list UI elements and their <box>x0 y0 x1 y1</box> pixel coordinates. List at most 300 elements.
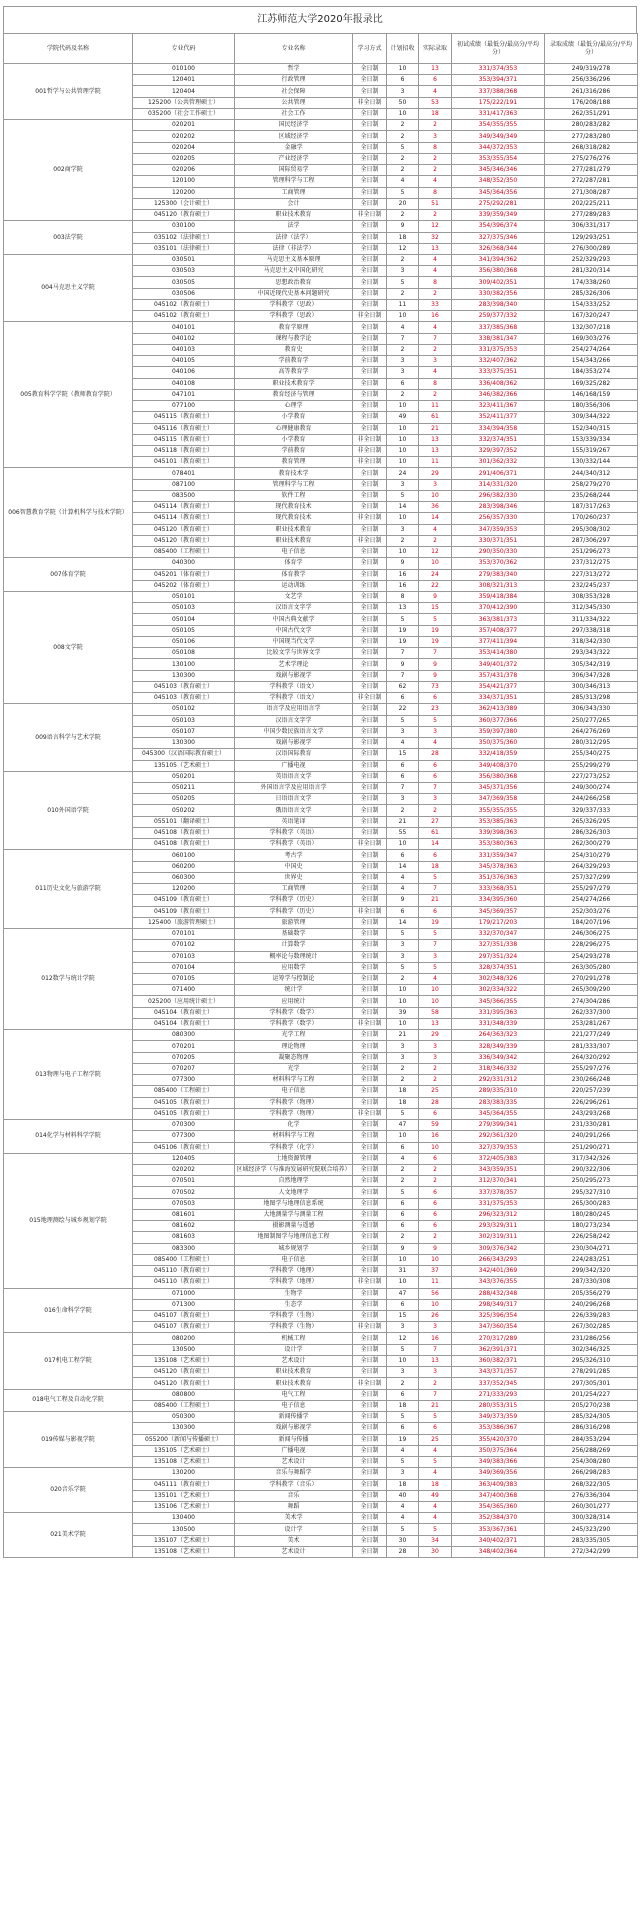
major-name: 旅游管理 <box>235 917 353 928</box>
prelim-score: 353/394/371 <box>452 75 545 86</box>
admission-score: 250/295/273 <box>545 1176 638 1187</box>
admitted-count: 25 <box>419 1086 452 1097</box>
major-code: 070103 <box>133 951 235 962</box>
major-code: 045300（汉语国际教育硕士） <box>133 749 235 760</box>
prelim-score: 345/369/357 <box>452 906 545 917</box>
study-mode: 全日制 <box>353 1479 387 1490</box>
planned-count: 3 <box>387 356 419 367</box>
planned-count: 3 <box>387 367 419 378</box>
admitted-count: 4 <box>419 367 452 378</box>
study-mode: 全日制 <box>353 771 387 782</box>
planned-count: 10 <box>387 985 419 996</box>
study-mode: 全日制 <box>353 1086 387 1097</box>
admitted-count: 18 <box>419 108 452 119</box>
major-name: 计算数学 <box>235 940 353 951</box>
planned-count: 3 <box>387 524 419 535</box>
planned-count: 5 <box>387 490 419 501</box>
major-code: 130100 <box>133 659 235 670</box>
planned-count: 2 <box>387 344 419 355</box>
planned-count: 14 <box>387 502 419 513</box>
admission-score: 230/266/248 <box>545 1075 638 1086</box>
admission-score: 231/330/281 <box>545 1120 638 1131</box>
major-code: 045110（教育硕士） <box>133 1266 235 1277</box>
major-name: 教育技术学 <box>235 468 353 479</box>
planned-count: 10 <box>387 996 419 1007</box>
study-mode: 全日制 <box>353 254 387 265</box>
admission-score: 293/343/322 <box>545 648 638 659</box>
prelim-score: 356/380/368 <box>452 771 545 782</box>
planned-count: 4 <box>387 1502 419 1513</box>
prelim-score: 349/373/359 <box>452 1412 545 1423</box>
planned-count: 9 <box>387 558 419 569</box>
admission-score: 167/320/247 <box>545 311 638 322</box>
planned-count: 5 <box>387 142 419 153</box>
prelim-score: 328/349/339 <box>452 1041 545 1052</box>
table-row <box>4 850 638 861</box>
planned-count: 5 <box>387 1457 419 1468</box>
planned-count: 47 <box>387 1288 419 1299</box>
planned-count: 10 <box>387 434 419 445</box>
major-code: 035102（法律硕士） <box>133 232 235 243</box>
prelim-score: 363/409/383 <box>452 1479 545 1490</box>
major-code: 120404 <box>133 86 235 97</box>
admission-score: 265/300/283 <box>545 1198 638 1209</box>
admission-score: 329/337/333 <box>545 805 638 816</box>
prelim-score: 302/348/326 <box>452 973 545 984</box>
college-name: 017机电工程学院 <box>4 1333 133 1389</box>
admission-score: 300/328/314 <box>545 1513 638 1524</box>
admission-score: 227/273/252 <box>545 771 638 782</box>
table-row <box>4 1288 638 1299</box>
major-name: 会计 <box>235 198 353 209</box>
prelim-score: 377/411/394 <box>452 636 545 647</box>
major-name: 学前教育学 <box>235 356 353 367</box>
major-code: 045120（教育硕士） <box>133 1367 235 1378</box>
admitted-count: 7 <box>419 783 452 794</box>
major-code: 087100 <box>133 479 235 490</box>
admission-score: 154/343/266 <box>545 356 638 367</box>
major-name: 生态学 <box>235 1299 353 1310</box>
planned-count: 13 <box>387 603 419 614</box>
major-code: 070104 <box>133 962 235 973</box>
prelim-score: 349/408/370 <box>452 760 545 771</box>
planned-count: 5 <box>387 277 419 288</box>
major-name: 电子信息 <box>235 1400 353 1411</box>
admission-score: 276/336/304 <box>545 1490 638 1501</box>
planned-count: 10 <box>387 1131 419 1142</box>
major-code: 045109（教育硕士） <box>133 906 235 917</box>
table-row <box>4 771 638 782</box>
college-name: 006智慧教育学院（计算机科学与技术学院） <box>4 468 133 558</box>
admitted-count: 3 <box>419 479 452 490</box>
major-code: 010100 <box>133 64 235 75</box>
major-name: 哲学 <box>235 64 353 75</box>
study-mode: 全日制 <box>353 996 387 1007</box>
planned-count: 4 <box>387 1513 419 1524</box>
study-mode: 全日制 <box>353 850 387 861</box>
major-name: 心理健康教育 <box>235 423 353 434</box>
admitted-count: 2 <box>419 153 452 164</box>
prelim-score: 328/374/351 <box>452 962 545 973</box>
admission-score: 278/291/285 <box>545 1367 638 1378</box>
planned-count: 7 <box>387 783 419 794</box>
planned-count: 15 <box>387 749 419 760</box>
admission-score: 253/281/267 <box>545 1018 638 1029</box>
major-name: 心理学 <box>235 401 353 412</box>
major-name: 学科教学（历史） <box>235 895 353 906</box>
major-code: 045105（教育硕士） <box>133 1097 235 1108</box>
admitted-count: 9 <box>419 659 452 670</box>
study-mode: 全日制 <box>353 917 387 928</box>
header-prelim-score: 初试成绩（最低分/最高分/平均分） <box>452 34 545 64</box>
prelim-score: 339/398/363 <box>452 827 545 838</box>
prelim-score: 331/374/353 <box>452 64 545 75</box>
admission-score: 184/207/196 <box>545 917 638 928</box>
major-name: 统计学 <box>235 985 353 996</box>
prelim-score: 338/381/347 <box>452 333 545 344</box>
prelim-score: 342/401/369 <box>452 1266 545 1277</box>
prelim-score: 334/394/358 <box>452 423 545 434</box>
study-mode: 全日制 <box>353 929 387 940</box>
prelim-score: 349/401/372 <box>452 659 545 670</box>
admitted-count: 3 <box>419 356 452 367</box>
college-name: 012数学与统计学院 <box>4 929 133 1030</box>
admission-score: 237/312/275 <box>545 558 638 569</box>
planned-count: 20 <box>387 198 419 209</box>
admission-score: 308/353/328 <box>545 592 638 603</box>
major-name: 中国古代文学 <box>235 625 353 636</box>
admission-score: 251/296/273 <box>545 547 638 558</box>
major-name: 城乡规划学 <box>235 1243 353 1254</box>
study-mode: 全日制 <box>353 558 387 569</box>
admission-score: 249/300/274 <box>545 783 638 794</box>
college-name: 021美术学院 <box>4 1513 133 1558</box>
major-code: 030505 <box>133 277 235 288</box>
major-code: 070501 <box>133 1176 235 1187</box>
major-name: 学科教学（历史） <box>235 906 353 917</box>
major-name: 学科教学（生物） <box>235 1322 353 1333</box>
admission-score: 232/245/237 <box>545 580 638 591</box>
planned-count: 3 <box>387 1041 419 1052</box>
major-name: 学科教学（语文） <box>235 693 353 704</box>
prelim-score: 280/353/315 <box>452 1400 545 1411</box>
college-name: 019传媒与影视学院 <box>4 1412 133 1468</box>
college-name: 018电气工程及自动化学院 <box>4 1389 133 1411</box>
admitted-count: 11 <box>419 1277 452 1288</box>
major-code: 030100 <box>133 221 235 232</box>
planned-count: 2 <box>387 210 419 221</box>
planned-count: 2 <box>387 120 419 131</box>
planned-count: 5 <box>387 614 419 625</box>
admitted-count: 8 <box>419 142 452 153</box>
major-code: 060100 <box>133 850 235 861</box>
major-name: 新闻与传播 <box>235 1434 353 1445</box>
study-mode: 全日制 <box>353 1063 387 1074</box>
planned-count: 4 <box>387 884 419 895</box>
prelim-score: 301/362/332 <box>452 457 545 468</box>
major-name: 高等教育学 <box>235 367 353 378</box>
admission-score: 262/337/300 <box>545 1007 638 1018</box>
planned-count: 10 <box>387 1277 419 1288</box>
admitted-count: 3 <box>419 1367 452 1378</box>
admitted-count: 3 <box>419 131 452 142</box>
major-code: 045107（教育硕士） <box>133 1311 235 1322</box>
study-mode: 全日制 <box>353 277 387 288</box>
college-name: 020音乐学院 <box>4 1468 133 1513</box>
admission-score: 295/308/302 <box>545 524 638 535</box>
admission-score: 202/225/211 <box>545 198 638 209</box>
admitted-count: 21 <box>419 423 452 434</box>
major-code: 135101（艺术硕士） <box>133 1490 235 1501</box>
table-row <box>4 254 638 265</box>
major-code: 045120（教育硕士） <box>133 1378 235 1389</box>
study-mode: 全日制 <box>353 401 387 412</box>
admission-score: 132/307/218 <box>545 322 638 333</box>
major-name: 现代教育技术 <box>235 513 353 524</box>
planned-count: 6 <box>387 1198 419 1209</box>
planned-count: 3 <box>387 794 419 805</box>
major-code: 070102 <box>133 940 235 951</box>
admitted-count: 12 <box>419 221 452 232</box>
study-mode: 非全日制 <box>353 445 387 456</box>
admission-score: 174/338/260 <box>545 277 638 288</box>
admission-score: 224/283/251 <box>545 1254 638 1265</box>
table-row <box>4 1468 638 1479</box>
major-name: 职业技术教育 <box>235 210 353 221</box>
prelim-score: 359/397/380 <box>452 726 545 737</box>
admission-score: 267/302/285 <box>545 1322 638 1333</box>
admission-score: 277/281/279 <box>545 165 638 176</box>
admission-score: 152/340/315 <box>545 423 638 434</box>
study-mode: 全日制 <box>353 1535 387 1546</box>
prelim-score: 288/432/348 <box>452 1288 545 1299</box>
major-name: 新闻传播学 <box>235 1412 353 1423</box>
admitted-count: 49 <box>419 1490 452 1501</box>
major-name: 文艺学 <box>235 592 353 603</box>
planned-count: 10 <box>387 839 419 850</box>
admitted-count: 5 <box>419 1524 452 1535</box>
major-name: 运筹学与控制论 <box>235 973 353 984</box>
prelim-score: 354/421/377 <box>452 681 545 692</box>
study-mode: 非全日制 <box>353 513 387 524</box>
planned-count: 24 <box>387 468 419 479</box>
planned-count: 3 <box>387 940 419 951</box>
major-code: 020206 <box>133 165 235 176</box>
admission-score: 264/329/293 <box>545 861 638 872</box>
planned-count: 55 <box>387 827 419 838</box>
admitted-count: 29 <box>419 1030 452 1041</box>
study-mode: 全日制 <box>353 1513 387 1524</box>
prelim-score: 298/349/317 <box>452 1299 545 1310</box>
admission-score: 230/304/271 <box>545 1243 638 1254</box>
major-code: 130400 <box>133 1513 235 1524</box>
major-code: 120100 <box>133 176 235 187</box>
study-mode: 全日制 <box>353 165 387 176</box>
major-name: 地图学与地理信息系统 <box>235 1198 353 1209</box>
planned-count: 6 <box>387 1209 419 1220</box>
admitted-count: 6 <box>419 1153 452 1164</box>
planned-count: 18 <box>387 1400 419 1411</box>
admitted-count: 6 <box>419 760 452 771</box>
major-name: 教育经济与管理 <box>235 389 353 400</box>
admitted-count: 73 <box>419 681 452 692</box>
study-mode: 全日制 <box>353 636 387 647</box>
admission-score: 261/316/286 <box>545 86 638 97</box>
admission-score: 287/306/297 <box>545 535 638 546</box>
major-name: 学科教学（地理） <box>235 1266 353 1277</box>
study-mode: 全日制 <box>353 951 387 962</box>
admission-score: 153/339/334 <box>545 434 638 445</box>
major-name: 中国现当代文学 <box>235 636 353 647</box>
major-code: 130500 <box>133 1524 235 1535</box>
prelim-score: 318/346/332 <box>452 1063 545 1074</box>
admission-score: 130/332/144 <box>545 457 638 468</box>
admission-score: 295/326/310 <box>545 1355 638 1366</box>
admitted-count: 13 <box>419 434 452 445</box>
admitted-count: 5 <box>419 715 452 726</box>
study-mode: 全日制 <box>353 1221 387 1232</box>
major-name: 大地测量学与测量工程 <box>235 1209 353 1220</box>
college-name: 015地理测绘与城乡规划学院 <box>4 1153 133 1288</box>
prelim-score: 323/411/367 <box>452 401 545 412</box>
planned-count: 3 <box>387 1367 419 1378</box>
planned-count: 2 <box>387 1075 419 1086</box>
prelim-score: 293/329/311 <box>452 1221 545 1232</box>
admission-score: 257/327/299 <box>545 872 638 883</box>
admission-score: 245/323/290 <box>545 1524 638 1535</box>
major-name: 法律（非法学） <box>235 243 353 254</box>
study-mode: 非全日制 <box>353 1018 387 1029</box>
college-name: 016生命科学学院 <box>4 1288 133 1333</box>
admission-score: 256/336/296 <box>545 75 638 86</box>
admission-score: 262/351/291 <box>545 108 638 119</box>
major-code: 020202 <box>133 131 235 142</box>
college-name: 009语言科学与艺术学院 <box>4 704 133 771</box>
study-mode: 全日制 <box>353 198 387 209</box>
admission-score: 254/274/266 <box>545 895 638 906</box>
prelim-score: 334/371/351 <box>452 693 545 704</box>
major-name: 小学教育 <box>235 412 353 423</box>
admitted-count: 36 <box>419 502 452 513</box>
admitted-count: 22 <box>419 580 452 591</box>
planned-count: 6 <box>387 760 419 771</box>
planned-count: 4 <box>387 322 419 333</box>
prelim-score: 346/382/366 <box>452 389 545 400</box>
study-mode: 非全日制 <box>353 906 387 917</box>
study-mode: 全日制 <box>353 940 387 951</box>
prelim-score: 352/384/370 <box>452 1513 545 1524</box>
study-mode: 全日制 <box>353 288 387 299</box>
admission-sheet <box>3 6 637 1558</box>
admitted-count: 13 <box>419 64 452 75</box>
study-mode: 非全日制 <box>353 311 387 322</box>
study-mode: 全日制 <box>353 176 387 187</box>
major-name: 学科教学（思政） <box>235 299 353 310</box>
planned-count: 6 <box>387 906 419 917</box>
header-major-code: 专业代码 <box>133 34 235 64</box>
major-code: 135108（艺术硕士） <box>133 1355 235 1366</box>
admitted-count: 6 <box>419 1198 452 1209</box>
admission-score: 176/208/188 <box>545 97 638 108</box>
major-name: 戏剧与影视学 <box>235 738 353 749</box>
admitted-count: 8 <box>419 187 452 198</box>
admission-score: 311/334/322 <box>545 614 638 625</box>
major-name: 应用数学 <box>235 962 353 973</box>
study-mode: 全日制 <box>353 1445 387 1456</box>
major-name: 工商管理 <box>235 187 353 198</box>
major-name: 学科教学（英语） <box>235 827 353 838</box>
study-mode: 全日制 <box>353 625 387 636</box>
planned-count: 7 <box>387 670 419 681</box>
prelim-score: 343/359/351 <box>452 1164 545 1175</box>
major-code: 135108（艺术硕士） <box>133 1546 235 1557</box>
planned-count: 19 <box>387 636 419 647</box>
study-mode: 全日制 <box>353 86 387 97</box>
major-code: 125200（公共管理硕士） <box>133 97 235 108</box>
major-name: 产业经济学 <box>235 153 353 164</box>
planned-count: 4 <box>387 872 419 883</box>
admitted-count: 7 <box>419 1344 452 1355</box>
major-name: 国民经济学 <box>235 120 353 131</box>
major-name: 比较文学与世界文学 <box>235 648 353 659</box>
planned-count: 6 <box>387 1299 419 1310</box>
admitted-count: 5 <box>419 962 452 973</box>
admission-score: 263/305/280 <box>545 962 638 973</box>
planned-count: 10 <box>387 64 419 75</box>
admitted-count: 2 <box>419 1075 452 1086</box>
planned-count: 2 <box>387 254 419 265</box>
table-row <box>4 929 638 940</box>
prelim-score: 370/412/390 <box>452 603 545 614</box>
admission-score: 146/168/159 <box>545 389 638 400</box>
admission-score: 272/287/281 <box>545 176 638 187</box>
admission-score: 255/297/276 <box>545 1063 638 1074</box>
planned-count: 10 <box>387 1355 419 1366</box>
admitted-count: 18 <box>419 1479 452 1490</box>
admission-score: 258/279/270 <box>545 479 638 490</box>
major-name: 基础数学 <box>235 929 353 940</box>
admitted-count: 28 <box>419 749 452 760</box>
admitted-count: 32 <box>419 232 452 243</box>
admitted-count: 11 <box>419 401 452 412</box>
planned-count: 10 <box>387 311 419 322</box>
study-mode: 全日制 <box>353 389 387 400</box>
major-code: 045103（教育硕士） <box>133 693 235 704</box>
major-code: 047101 <box>133 389 235 400</box>
major-name: 国际贸易学 <box>235 165 353 176</box>
prelim-score: 353/355/354 <box>452 153 545 164</box>
study-mode: 全日制 <box>353 704 387 715</box>
study-mode: 全日制 <box>353 1198 387 1209</box>
study-mode: 全日制 <box>353 738 387 749</box>
major-code: 040103 <box>133 344 235 355</box>
study-mode: 全日制 <box>353 1142 387 1153</box>
admission-score: 227/313/272 <box>545 569 638 580</box>
major-name: 理论物理 <box>235 1041 353 1052</box>
study-mode: 全日制 <box>353 1355 387 1366</box>
planned-count: 28 <box>387 1546 419 1557</box>
admission-score: 284/353/294 <box>545 1434 638 1445</box>
prelim-score: 343/376/355 <box>452 1277 545 1288</box>
admitted-count: 3 <box>419 726 452 737</box>
prelim-score: 345/346/346 <box>452 165 545 176</box>
admitted-count: 6 <box>419 1423 452 1434</box>
prelim-score: 348/402/364 <box>452 1546 545 1557</box>
admitted-count: 5 <box>419 872 452 883</box>
major-name: 行政管理 <box>235 75 353 86</box>
study-mode: 全日制 <box>353 749 387 760</box>
prelim-score: 275/292/281 <box>452 198 545 209</box>
